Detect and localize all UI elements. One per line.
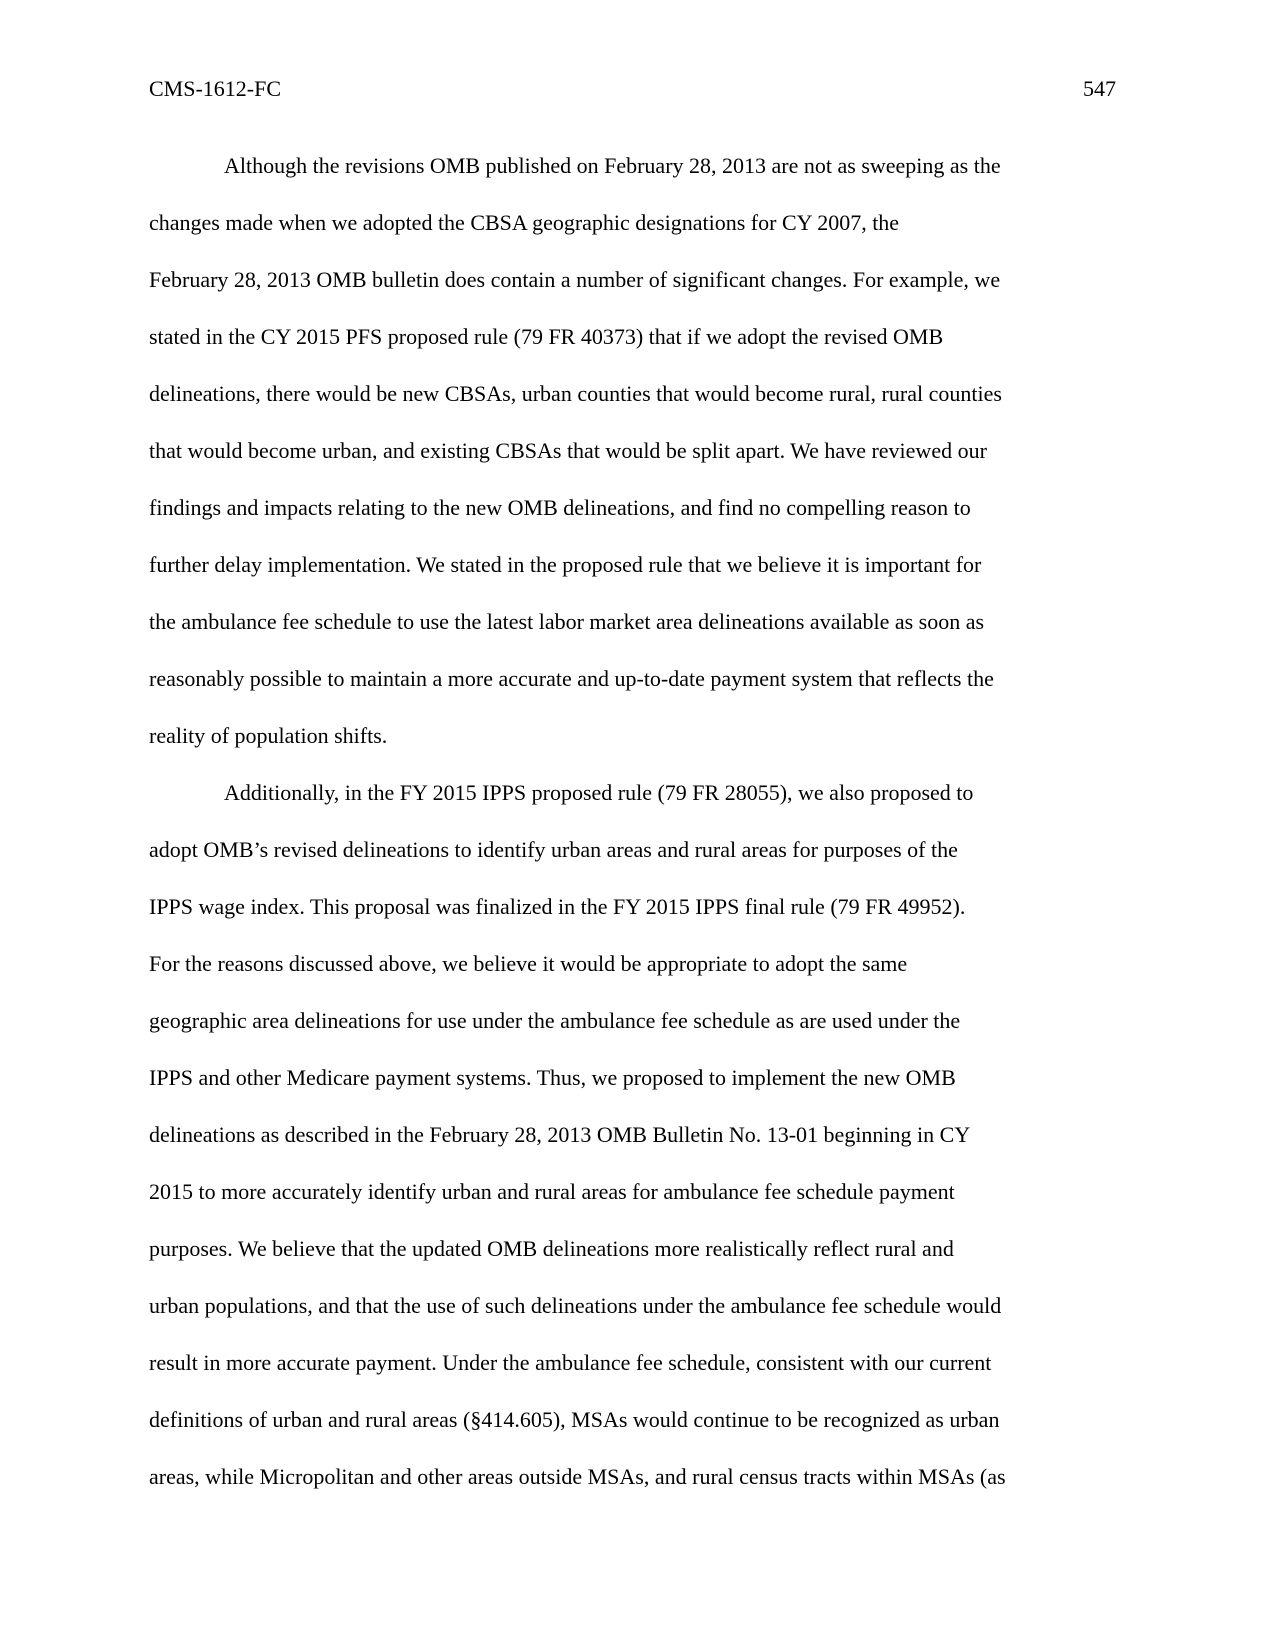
text-line: areas, while Micropolitan and other areas outside MSAs, and rural census tracts within MSAs (as (149, 1464, 1006, 1489)
text-line: delineations, there would be new CBSAs, urban counties that would become rural, rural counties (149, 381, 1002, 406)
text-line: adopt OMB’s revised delineations to identify urban areas and rural areas for purposes of the (149, 837, 958, 862)
text-line: reality of population shifts. (149, 723, 388, 748)
text-line: delineations as described in the February 28, 2013 OMB Bulletin No. 13-01 beginning in CY (149, 1122, 971, 1147)
text-line: result in more accurate payment. Under the ambulance fee schedule, consistent with our current (149, 1350, 992, 1375)
body-text (149, 151, 1119, 1519)
text-line: Additionally, in the FY 2015 IPPS proposed rule (79 FR 28055), we also proposed to (224, 780, 974, 805)
text-line: February 28, 2013 OMB bulletin does contain a number of significant changes. For example, we (149, 267, 1001, 292)
text-line: reasonably possible to maintain a more accurate and up-to-date payment system that reflects the (149, 666, 994, 691)
text-line: the ambulance fee schedule to use the latest labor market area delineations available as soon as (149, 609, 985, 634)
text-line: IPPS wage index. This proposal was finalized in the FY 2015 IPPS final rule (79 FR 49952). (149, 894, 966, 919)
text-line: definitions of urban and rural areas (§414.605), MSAs would continue to be recognized as urban (149, 1407, 1000, 1432)
paragraph (149, 778, 1119, 1519)
text-line: IPPS and other Medicare payment systems. Thus, we proposed to implement the new OMB (149, 1065, 956, 1090)
text-line: For the reasons discussed above, we believe it would be appropriate to adopt the same (149, 951, 908, 976)
page-number: 547 (1083, 76, 1116, 101)
text-line: findings and impacts relating to the new OMB delineations, and find no compelling reason to (149, 495, 971, 520)
text-line: 2015 to more accurately identify urban and rural areas for ambulance fee schedule payment (149, 1179, 955, 1204)
paragraph (149, 151, 1119, 778)
text-line: geographic area delineations for use under the ambulance fee schedule as are used under the (149, 1008, 961, 1033)
text-line: urban populations, and that the use of such delineations under the ambulance fee schedule would (149, 1293, 1002, 1318)
text-line: changes made when we adopted the CBSA geographic designations for CY 2007, the (149, 210, 900, 235)
text-line: that would become urban, and existing CBSAs that would be split apart. We have reviewed our (149, 438, 987, 463)
text-line: stated in the CY 2015 PFS proposed rule (79 FR 40373) that if we adopt the revised OMB (149, 324, 944, 349)
text-line: Although the revisions OMB published on February 28, 2013 are not as sweeping as the (224, 153, 1001, 178)
document-id: CMS-1612-FC (149, 76, 282, 101)
text-line: purposes. We believe that the updated OMB delineations more realistically reflect rural and (149, 1236, 954, 1261)
text-line: further delay implementation. We stated in the proposed rule that we believe it is important for (149, 552, 982, 577)
page-header (149, 74, 1116, 104)
